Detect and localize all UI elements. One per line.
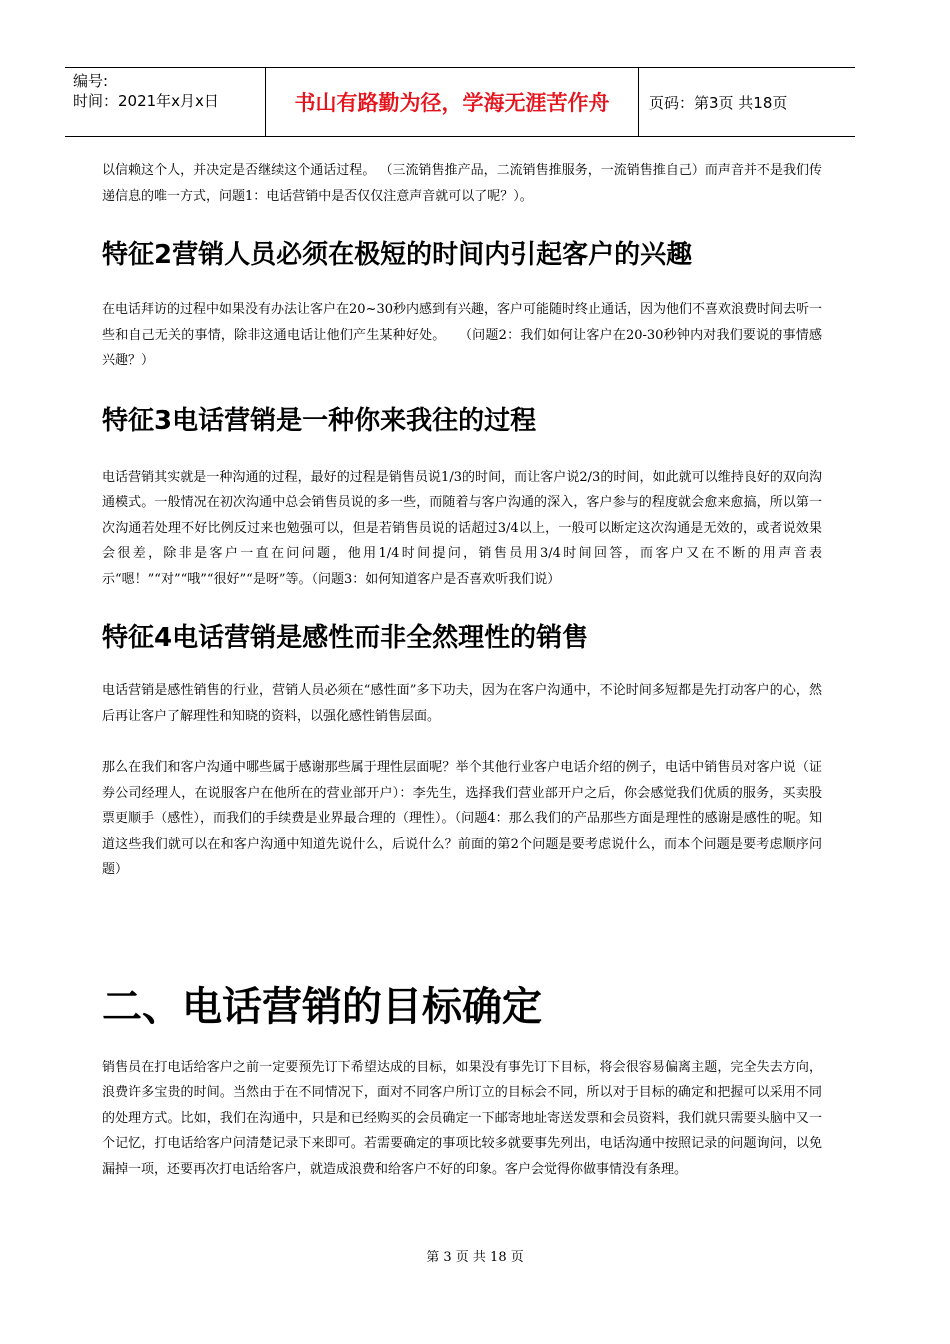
heading-chapter-2: 二、电话营销的目标确定 [102,983,542,1030]
header-motto: 书山有路勤为径，学海无涯苦作舟 [266,68,639,136]
paragraph-feature-2: 在电话拜访的过程中如果没有办法让客户在20~30秒内感到有兴趣，客户可能随时终止通话，因为他们不喜欢浪费时间去听一些和自己无关的事情，除非这通电话让他们产生某种好处。 （问题2：我们如何让客户在20-30秒钟内对我们要说的事情感兴趣？） [102,302,822,368]
paragraph-intro: 以信赖这个人，并决定是否继续这个通话过程。 （三流销售推产品，二流销售推服务，一流销售推自己）而声音并不是我们传递信息的唯一方式，问题1：电话营销中是否仅仅注意声音就可以了呢？）。 [102,163,822,204]
heading-feature-2: 特征2营销人员必须在极短的时间内引起客户的兴趣 [102,240,693,270]
paragraph-feature-4b: 那么在我们和客户沟通中哪些属于感谢那些属于理性层面呢？举个其他行业客户电话介绍的例子，电话中销售员对客户说（证券公司经理人，在说服客户在他所在的营业部开户）：李先生，选择我们营业部开户之后，你会感觉我们优质的服务，买卖股票更顺手（感性），而我们的手续费是业界最合理的（理性）。（问题4：那么我们的产品那些方面是理性的感谢是感性的呢。知道这些我们就可以在和客户沟通中知道先说什么，后说什么？前面的第2个问题是要考虑说什么，而本个问题是要考虑顺序问题） [102,760,822,877]
heading-feature-4: 特征4电话营销是感性而非全然理性的销售 [102,623,589,653]
paragraph-chapter-2: 销售员在打电话给客户之前一定要预先订下希望达成的目标，如果没有事先订下目标，将会很容易偏离主题，完全失去方向，浪费许多宝贵的时间。当然由于在不同情况下，面对不同客户所订立的目标会不同，所以对于目标的确定和把握可以采用不同的处理方式。比如，我们在沟通中，只是和已经购买的会员确定一下邮寄地址寄送发票和会员资料，我们就只需要头脑中又一个记忆，打电话给客户问清楚记录下来即可。若需要确定的事项比较多就要事先列出，电话沟通中按照记录的问题询问，以免漏掉一项，还要再次打电话给客户，就造成浪费和给客户不好的印象。客户会觉得你做事情没有条理。 [102,1059,822,1177]
paragraph-feature-3: 电话营销其实就是一种沟通的过程，最好的过程是销售员说1/3的时间，而让客户说2/3的时间，如此就可以维持良好的双向沟通模式。一般情况在初次沟通中总会销售员说的多一些，而随着与客户沟通的深入，客户参与的程度就会愈来愈搞，所以第一次沟通若处理不好比例反过来也勉强可以，但是若销售员说的话超过3/4以上，一般可以断定这次沟通是无效的，或者说效果会很差，除非是客户一直在问问题，他用1/4时间提问，销售员用3/4时间回答，而客户又在不断的用声音表示“嗯！”“对”“哦”“很好”“是呀”等。（问题3：如何知道客户是否喜欢听我们说） [102,469,822,587]
time-label: 时间：2021年x月x日 [73,92,219,110]
page-footer: 第 3 页 共 18 页 [426,1250,524,1265]
serial-label: 编号: [73,72,109,90]
header-meta [65,68,266,136]
page-content [102,158,822,1182]
page-header [65,67,855,137]
paragraph-feature-4a: 电话营销是感性销售的行业，营销人员必须在“感性面”多下功夫，因为在客户沟通中，不论时间多短都是先打动客户的心，然后再让客户了解理性和知晓的资料，以强化感性销售层面。 [102,683,822,724]
heading-feature-3: 特征3电话营销是一种你来我往的过程 [102,405,537,436]
header-page-info: 页码：第3页 共18页 [649,93,788,112]
